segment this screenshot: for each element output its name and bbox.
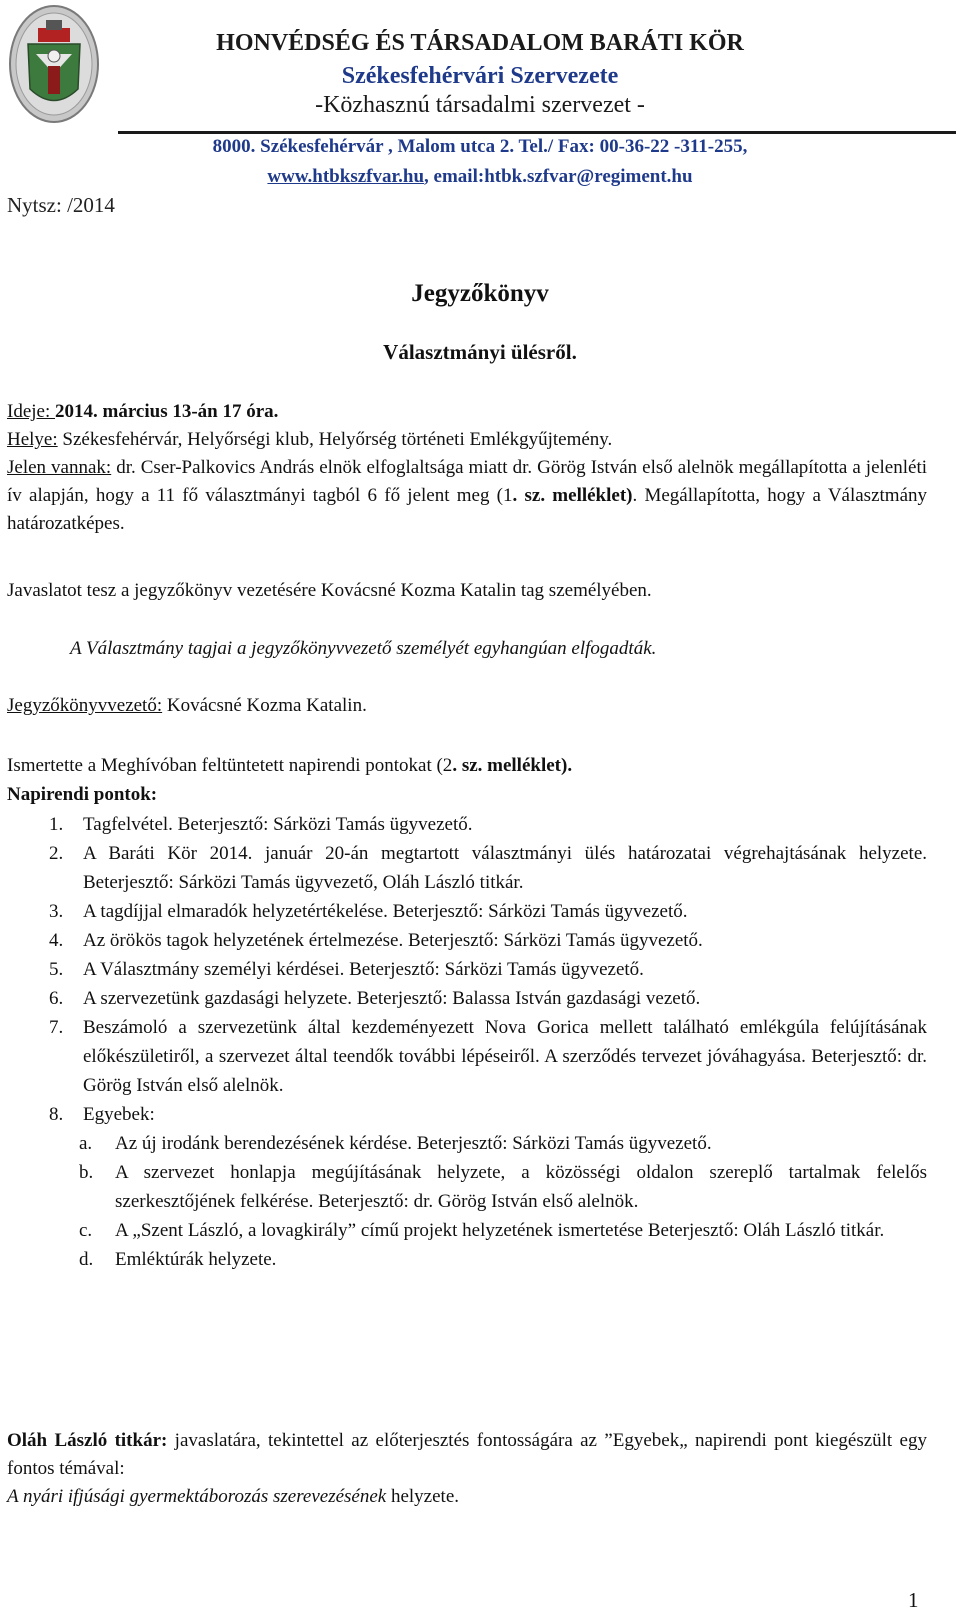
- org-name: HONVÉDSÉG ÉS TÁRSADALOM BARÁTI KÖR: [216, 30, 744, 56]
- agenda-item: 1. Tagfelvétel. Beterjesztő: Sárközi Tamás ügyvezető.: [49, 814, 473, 835]
- agenda-item: 2. A Baráti Kör 2014. január 20-án megtartott választmányi ülés határozatai végrehajtásának helyzete. Beterjesztő: Sárközi Tamás ügyvezető, Oláh László titkár.: [49, 843, 927, 893]
- place-value: Székesfehérvár, Helyőrségi klub, Helyőrség történeti Emlékgyűjtemény.: [57, 429, 613, 450]
- agenda-subitem: c. A „Szent László, a lovagkirály” című projekt helyzetének ismertetése Beterjesztő: Oláh László titkár.: [79, 1220, 885, 1241]
- website-link[interactable]: www.htbkszfvar.hu: [267, 166, 425, 187]
- time-value: 2014. március 13-án 17 óra.: [55, 401, 279, 422]
- agenda-item: 4. Az örökös tagok helyzetének értelmezése. Beterjesztő: Sárközi Tamás ügyvezető.: [49, 930, 703, 951]
- agenda-item: 3. A tagdíjjal elmaradók helyzetértékelése. Beterjesztő: Sárközi Tamás ügyvezető.: [49, 901, 688, 922]
- agenda-subitem: d. Emléktúrák helyzete.: [79, 1249, 277, 1270]
- meeting-place: [7, 426, 927, 454]
- closing-topic: [7, 1483, 927, 1511]
- agenda-intro: [7, 752, 927, 780]
- document-title: Jegyzőkönyv: [411, 280, 549, 307]
- present-text: dr. Cser-Palkovics András elnök elfoglaltsága miatt dr. Görög István első alelnök megállapította a jelenléti ív alapján, hogy a 11 fő választmányi tagból 6 fő jelent meg (1: [7, 457, 927, 506]
- agenda-item: 5. A Választmány személyi kérdései. Beterjesztő: Sárközi Tamás ügyvezető.: [49, 959, 644, 980]
- recorder-label: Jegyzőkönyvvezető:: [7, 695, 163, 716]
- email-link[interactable]: email:htbk.szfvar@regiment.hu: [433, 166, 693, 187]
- place-label: Helye:: [7, 429, 58, 450]
- agenda-subitem: b. A szervezet honlapja megújításának helyzete, a közösségi oldalon szereplő tartalmak felelős szerkesztőjének felkérése. Beterjesztő: dr. Görög István első alelnök.: [79, 1162, 927, 1212]
- agenda-item: 7. Beszámoló a szervezetünk által kezdeményezett Nova Gorica mellett található emlékgúla felújításának előkészületiről, a szervezet által teendők további lépéseiről. A szerződés tervezet jóváhagyása. Beterjesztő: dr. Görög István első alelnök.: [49, 1017, 927, 1096]
- meeting-time: [7, 398, 927, 426]
- closing-text: javaslatára, tekintettel az előterjesztés fontosságára az ”Egyebek„ napirendi pont kiegészült egy fontos témával:: [7, 1430, 927, 1479]
- agenda-item: 6. A szervezetünk gazdasági helyzete. Beterjesztő: Balassa István gazdasági vezető.: [49, 988, 701, 1009]
- speaker: Oláh László titkár:: [7, 1430, 168, 1451]
- org-contact: [100, 166, 860, 188]
- contact-separator: ,: [424, 166, 434, 187]
- org-branch: Székesfehérvári Szervezete: [341, 63, 619, 89]
- agenda-intro-text: Ismertette a Meghívóban feltüntetett napirendi pontokat (2: [7, 755, 453, 776]
- document-subtitle: Választmányi ülésről.: [383, 340, 577, 364]
- topic-rest: helyzete.: [386, 1486, 460, 1507]
- recorder-line: [7, 692, 927, 720]
- present-text-end: . Megállapította, hogy a Választmány határozatképes.: [7, 485, 927, 534]
- attachment-ref-2: . sz. melléklet).: [452, 755, 573, 776]
- topic-italic: A nyári ifjúsági gyermektáborozás szerevezésének: [7, 1486, 387, 1507]
- agenda-list: [7, 810, 927, 1274]
- attachment-ref-1: . sz. melléklet): [512, 485, 633, 506]
- header-divider: [118, 131, 956, 134]
- closing-paragraph: [7, 1427, 927, 1511]
- time-label: Ideje:: [7, 401, 56, 422]
- recorder-accepted: A Választmány tagjai a jegyzőkönyvvezető személyét egyhangúan elfogadták.: [70, 638, 657, 659]
- meeting-details: [7, 398, 927, 538]
- recorder-value: Kovácsné Kozma Katalin.: [162, 695, 367, 716]
- org-address: 8000. Székesfehérvár , Malom utca 2. Tel./ Fax: 00-36-22 -311-255,: [212, 136, 748, 157]
- present-label: Jelen vannak:: [7, 457, 112, 478]
- org-status: -Közhasznú társadalmi szervezet -: [315, 92, 645, 118]
- agenda-heading: Napirendi pontok:: [7, 784, 158, 805]
- registration-number: Nytsz: /2014: [7, 193, 115, 217]
- meeting-present: [7, 454, 927, 538]
- page-number: 1: [908, 1588, 919, 1612]
- agenda-subitem: a. Az új irodánk berendezésének kérdése. Beterjesztő: Sárközi Tamás ügyvezető.: [79, 1133, 712, 1154]
- agenda-item: 8. Egyebek:: [49, 1104, 155, 1125]
- organization-logo: [8, 4, 100, 124]
- recorder-proposal: Javaslatot tesz a jegyzőkönyv vezetésére Kovácsné Kozma Katalin tag személyében.: [7, 580, 652, 601]
